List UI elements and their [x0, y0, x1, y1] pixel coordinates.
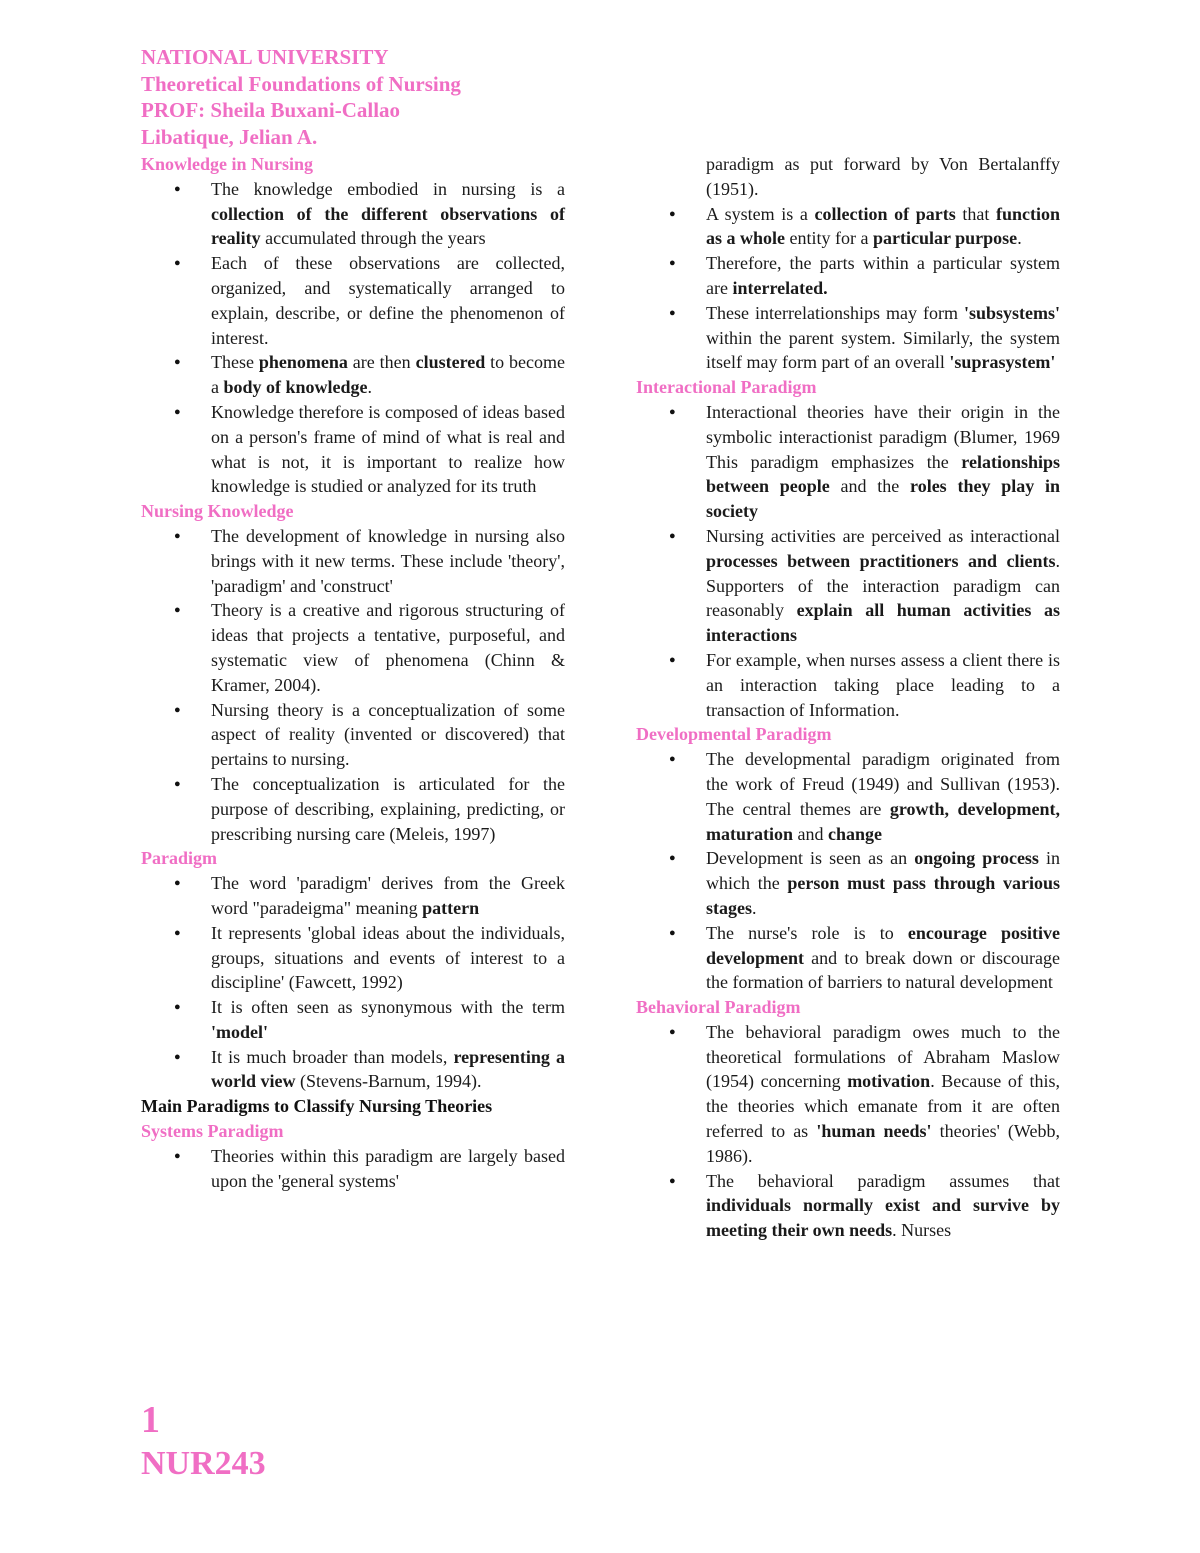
- text-run: and to break down or discourage the formation of barriers to natural development: [706, 947, 1060, 993]
- bold-text: 'subsystems': [963, 302, 1060, 323]
- text-run: The behavioral paradigm owes much to the theoretical formulations of Abraham Maslow (1954) concerning: [706, 1021, 1060, 1092]
- bullet-item: [636, 846, 1060, 920]
- bullet-item: [141, 251, 565, 350]
- section-heading-systems-paradigm: Systems Paradigm: [141, 1121, 284, 1142]
- text-run: It is often seen as synonymous with the term: [211, 997, 565, 1018]
- bullet-list: [636, 400, 1060, 722]
- text-run: The word 'paradigm' derives from the Greek word "paradeigma" meaning: [211, 873, 565, 918]
- section-heading-developmental-paradigm: Developmental Paradigm: [636, 724, 832, 745]
- bullet-item: [141, 177, 565, 251]
- text-run: The knowledge embodied in nursing is a: [211, 178, 565, 199]
- student-name: Libatique, Jelian A.: [141, 124, 318, 149]
- bullet-item: [636, 251, 1060, 301]
- page-footer: [141, 1398, 266, 1486]
- text-run: (Stevens-Barnum, 1994).: [295, 1071, 482, 1092]
- text-run: For example, when nurses assess a client there is an interaction taking place leading to a transaction of Information.: [706, 649, 1060, 720]
- bullet-item: [636, 921, 1060, 995]
- right-column: [636, 152, 1060, 1243]
- bold-text: person must pass through various stages: [706, 873, 1061, 918]
- bold-text: growth, development, maturation: [706, 798, 1060, 844]
- bold-text: clustered: [415, 352, 486, 373]
- bullet-list: [141, 1144, 565, 1194]
- bullet-item: [636, 747, 1060, 846]
- text-run: theories' (Webb, 1986).: [706, 1121, 1060, 1166]
- bold-text: function as a whole: [706, 203, 1060, 249]
- bold-text: 'model': [211, 1021, 268, 1042]
- page-number: 1: [141, 1399, 160, 1441]
- continued-text: paradigm as put forward by Von Bertalanffy (1951).: [706, 154, 1060, 199]
- bullet-list: [141, 177, 565, 499]
- bold-text: representing a world view: [211, 1046, 566, 1092]
- university-name: NATIONAL UNIVERSITY: [141, 45, 389, 69]
- bullet-item: [141, 995, 565, 1045]
- text-run: Development is seen as an: [706, 848, 915, 869]
- section-heading-nursing-knowledge: Nursing Knowledge: [141, 501, 294, 522]
- bullet-item: [636, 1020, 1060, 1169]
- bullet-item: [141, 698, 565, 772]
- bullet-item: [141, 1144, 565, 1194]
- text-run: entity for a: [785, 228, 873, 249]
- bullet-list: [636, 747, 1060, 995]
- course-title: Theoretical Foundations of Nursing: [141, 71, 461, 96]
- section-heading-paradigm: Paradigm: [141, 848, 217, 869]
- text-run: Nursing theory is a conceptualization of some aspect of reality (invented or discovered) that pertains to nursing.: [211, 699, 565, 770]
- text-run: These interrelationships may form: [706, 302, 964, 323]
- text-run: Nursing activities are perceived as interactional: [706, 525, 1060, 546]
- bold-text: body of knowledge: [223, 377, 368, 398]
- text-run: . Because of this, the theories which emanate from it are often referred to as: [706, 1071, 1061, 1142]
- bullet-list: [141, 871, 565, 1094]
- bullet-item: [141, 400, 565, 499]
- bold-text: change: [828, 823, 882, 844]
- text-run: Each of these observations are collected, organized, and systematically arranged to explain, describe, or define the phenomenon of interest.: [211, 253, 565, 348]
- text-run: The behavioral paradigm assumes that: [706, 1170, 1060, 1191]
- bold-text: individuals normally exist and survive by meeting their own needs: [706, 1195, 1060, 1241]
- section-heading-knowledge-in-nursing: Knowledge in Nursing: [141, 154, 314, 174]
- text-run: A system is a: [706, 203, 815, 224]
- text-run: . Supporters of the interaction paradigm can reasonably: [706, 550, 1060, 621]
- text-run: Therefore, the parts within a particular system are: [706, 253, 1060, 298]
- professor-name: PROF: Sheila Buxani-Callao: [141, 98, 401, 122]
- text-run: These: [211, 352, 259, 373]
- bullet-item: [141, 772, 565, 846]
- bullet-list: [636, 1020, 1060, 1243]
- bullet-item: [141, 1045, 565, 1095]
- section-heading-main-paradigms-to-classify-nursing-theories: Main Paradigms to Classify Nursing Theories: [141, 1096, 493, 1117]
- bold-text: ongoing process: [914, 848, 1039, 869]
- text-run: . Nurses: [892, 1220, 952, 1241]
- text-run: It is much broader than models,: [211, 1046, 454, 1067]
- text-run: Theory is a creative and rigorous structuring of ideas that projects a tentative, purposeful, and systematic view of phenomena (Chinn & Kramer, 2004).: [211, 600, 565, 695]
- text-run: and: [793, 823, 828, 844]
- text-run: The nurse's role is to: [706, 922, 908, 943]
- bullet-item: [636, 524, 1060, 648]
- bullet-list: [636, 202, 1060, 376]
- bold-text: interrelated.: [732, 277, 828, 298]
- bullet-item: [141, 871, 565, 921]
- bold-text: roles they play in society: [706, 476, 1060, 522]
- text-run: .: [367, 377, 373, 398]
- text-run: .: [1017, 228, 1022, 249]
- bold-text: phenomena: [258, 352, 348, 373]
- bullet-item: [636, 1169, 1060, 1243]
- left-column: [141, 152, 565, 1193]
- text-run: to become a: [211, 352, 566, 398]
- bold-text: particular purpose: [873, 228, 1018, 249]
- document-header: [141, 44, 701, 150]
- bold-text: encourage positive development: [706, 922, 1061, 968]
- text-run: accumulated through the years: [260, 228, 486, 249]
- bold-text: explain all human activities as interactions: [706, 600, 1060, 646]
- bullet-item: [636, 648, 1060, 722]
- text-run: Theories within this paradigm are largely based upon the 'general systems': [211, 1145, 565, 1191]
- bold-text: 'suprasystem': [949, 352, 1056, 373]
- bullet-item: [141, 524, 565, 598]
- bold-text: processes between practitioners and clients: [706, 550, 1056, 571]
- text-run: are then: [347, 352, 416, 373]
- text-run: within the parent system. Similarly, the system itself may form part of an overall: [706, 327, 1060, 373]
- text-run: Interactional theories have their origin in the symbolic interactionist paradigm (Blumer, 1969 This paradigm emphasizes the: [706, 401, 1060, 472]
- bullet-item: [636, 202, 1060, 252]
- bold-text: relationships between people: [706, 451, 1060, 497]
- bold-text: 'human needs': [816, 1121, 932, 1142]
- bold-text: collection of parts: [814, 203, 956, 224]
- bullet-item: [141, 598, 565, 697]
- course-code: NUR243: [141, 1445, 266, 1482]
- text-run: that: [955, 203, 996, 224]
- section-heading-interactional-paradigm: Interactional Paradigm: [636, 377, 817, 398]
- bullet-item: [636, 301, 1060, 375]
- text-run: The conceptualization is articulated for the purpose of describing, explaining, predicting, or prescribing nursing care (Meleis, 1997): [211, 773, 565, 844]
- text-run: in which the: [706, 848, 1061, 894]
- bold-text: motivation: [847, 1071, 931, 1092]
- bullet-list: [141, 524, 565, 846]
- text-run: The developmental paradigm originated from the work of Freud (1949) and Sullivan (1953). The central themes are: [706, 749, 1060, 819]
- bullet-item: [636, 400, 1060, 524]
- section-heading-behavioral-paradigm: Behavioral Paradigm: [636, 997, 801, 1018]
- text-run: and the: [829, 476, 911, 497]
- bullet-item: [141, 921, 565, 995]
- text-run: The development of knowledge in nursing also brings with it new terms. These include 'theory', 'paradigm' and 'construct': [211, 525, 565, 596]
- bullet-item: [141, 350, 565, 400]
- bold-text: collection of the different observations of reality: [211, 203, 565, 249]
- text-run: .: [752, 897, 757, 918]
- text-run: It represents 'global ideas about the individuals, groups, situations and events of interest to a discipline' (Fawcett, 1992): [211, 922, 565, 993]
- text-run: Knowledge therefore is composed of ideas based on a person's frame of mind of what is real and what is not, it is important to realize how knowledge is studied or analyzed for its truth: [211, 401, 565, 497]
- bold-text: pattern: [422, 897, 480, 918]
